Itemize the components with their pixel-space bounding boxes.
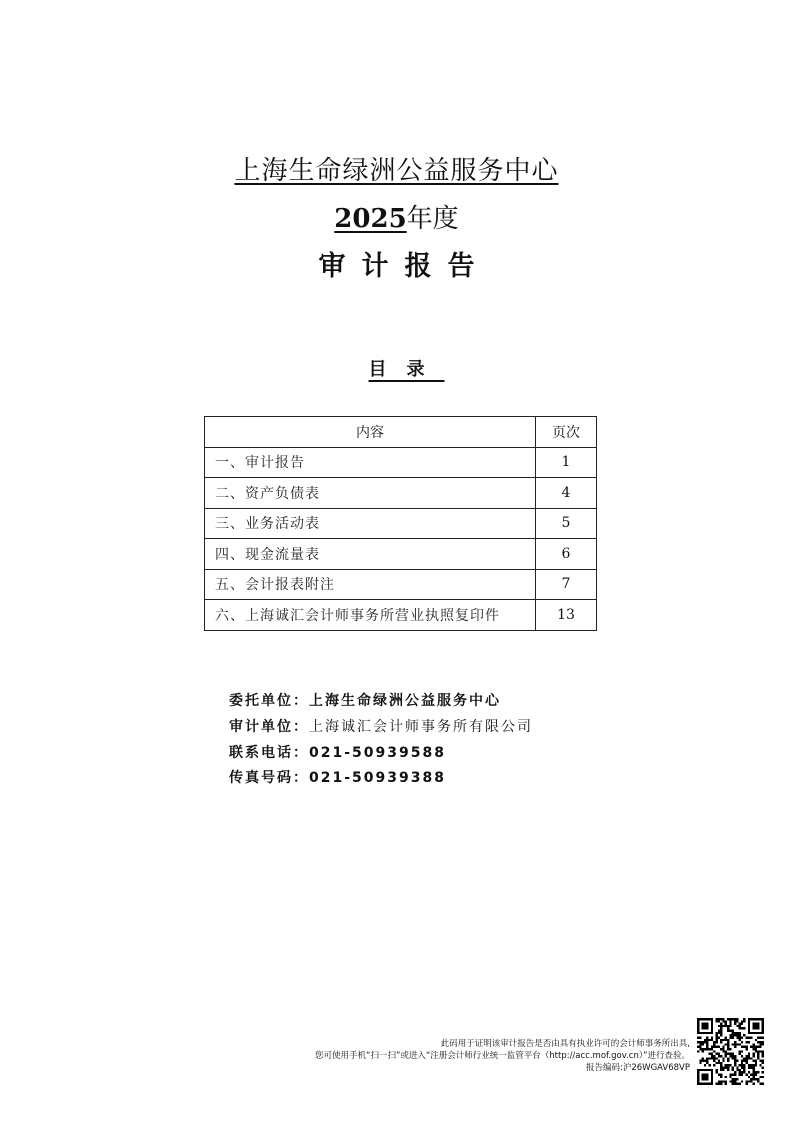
toc-row-label: 四、现金流量表 <box>205 539 536 570</box>
year-suffix: 年度 <box>406 204 459 234</box>
toc-row-page: 6 <box>536 539 597 570</box>
fax-value: 021-50939388 <box>309 770 446 786</box>
toc-header-page: 页次 <box>536 417 597 448</box>
report-year: 2025 <box>334 204 407 234</box>
org-name-title: 上海生命绿洲公益服务中心 <box>234 156 559 186</box>
toc-table <box>204 416 597 631</box>
fax-label: 传真号码： <box>229 770 309 786</box>
footer-verify-instructions: 您可使用手机“扫一扫”或进入“注册会计师行业统一监管平台（http://acc.mof.gov.cn）”进行查验。 <box>315 1051 690 1061</box>
table-row <box>205 478 597 509</box>
toc-header-row <box>205 417 597 448</box>
toc-row-page: 13 <box>536 600 597 631</box>
auditor-label: 审计单位： <box>229 719 309 735</box>
toc-row-label: 二、资产负债表 <box>205 478 536 509</box>
table-row <box>205 600 597 631</box>
toc-row-label: 一、审计报告 <box>205 447 536 478</box>
year-title <box>0 198 793 235</box>
table-row <box>205 447 597 478</box>
report-title: 审计报告 <box>318 251 491 282</box>
client-value: 上海生命绿洲公益服务中心 <box>309 693 501 709</box>
client-line <box>229 690 501 710</box>
toc-title: 目录 <box>368 359 445 380</box>
fax-line <box>229 767 446 787</box>
toc-row-page: 4 <box>536 478 597 509</box>
client-label: 委托单位： <box>229 693 309 709</box>
toc-header-content: 内容 <box>205 417 536 448</box>
toc-row-label: 六、上海诚汇会计师事务所营业执照复印件 <box>205 600 536 631</box>
toc-row-label: 五、会计报表附注 <box>205 569 536 600</box>
phone-value: 021-50939588 <box>309 745 446 761</box>
toc-row-label: 三、业务活动表 <box>205 508 536 539</box>
phone-label: 联系电话： <box>229 745 309 761</box>
toc-row-page: 1 <box>536 447 597 478</box>
phone-line <box>229 742 446 762</box>
auditor-line <box>229 716 533 736</box>
toc-row-page: 5 <box>536 508 597 539</box>
table-row <box>205 569 597 600</box>
footer-report-code: 报告编码:沪26WGAV68VP <box>585 1063 690 1073</box>
table-row <box>205 508 597 539</box>
auditor-value: 上海诚汇会计师事务所有限公司 <box>309 719 533 735</box>
footer-verify-note: 此码用于证明该审计报告是否由具有执业许可的会计师事务所出具, <box>440 1039 690 1049</box>
qr-code-icon[interactable] <box>697 1018 764 1085</box>
toc-row-page: 7 <box>536 569 597 600</box>
table-row <box>205 539 597 570</box>
